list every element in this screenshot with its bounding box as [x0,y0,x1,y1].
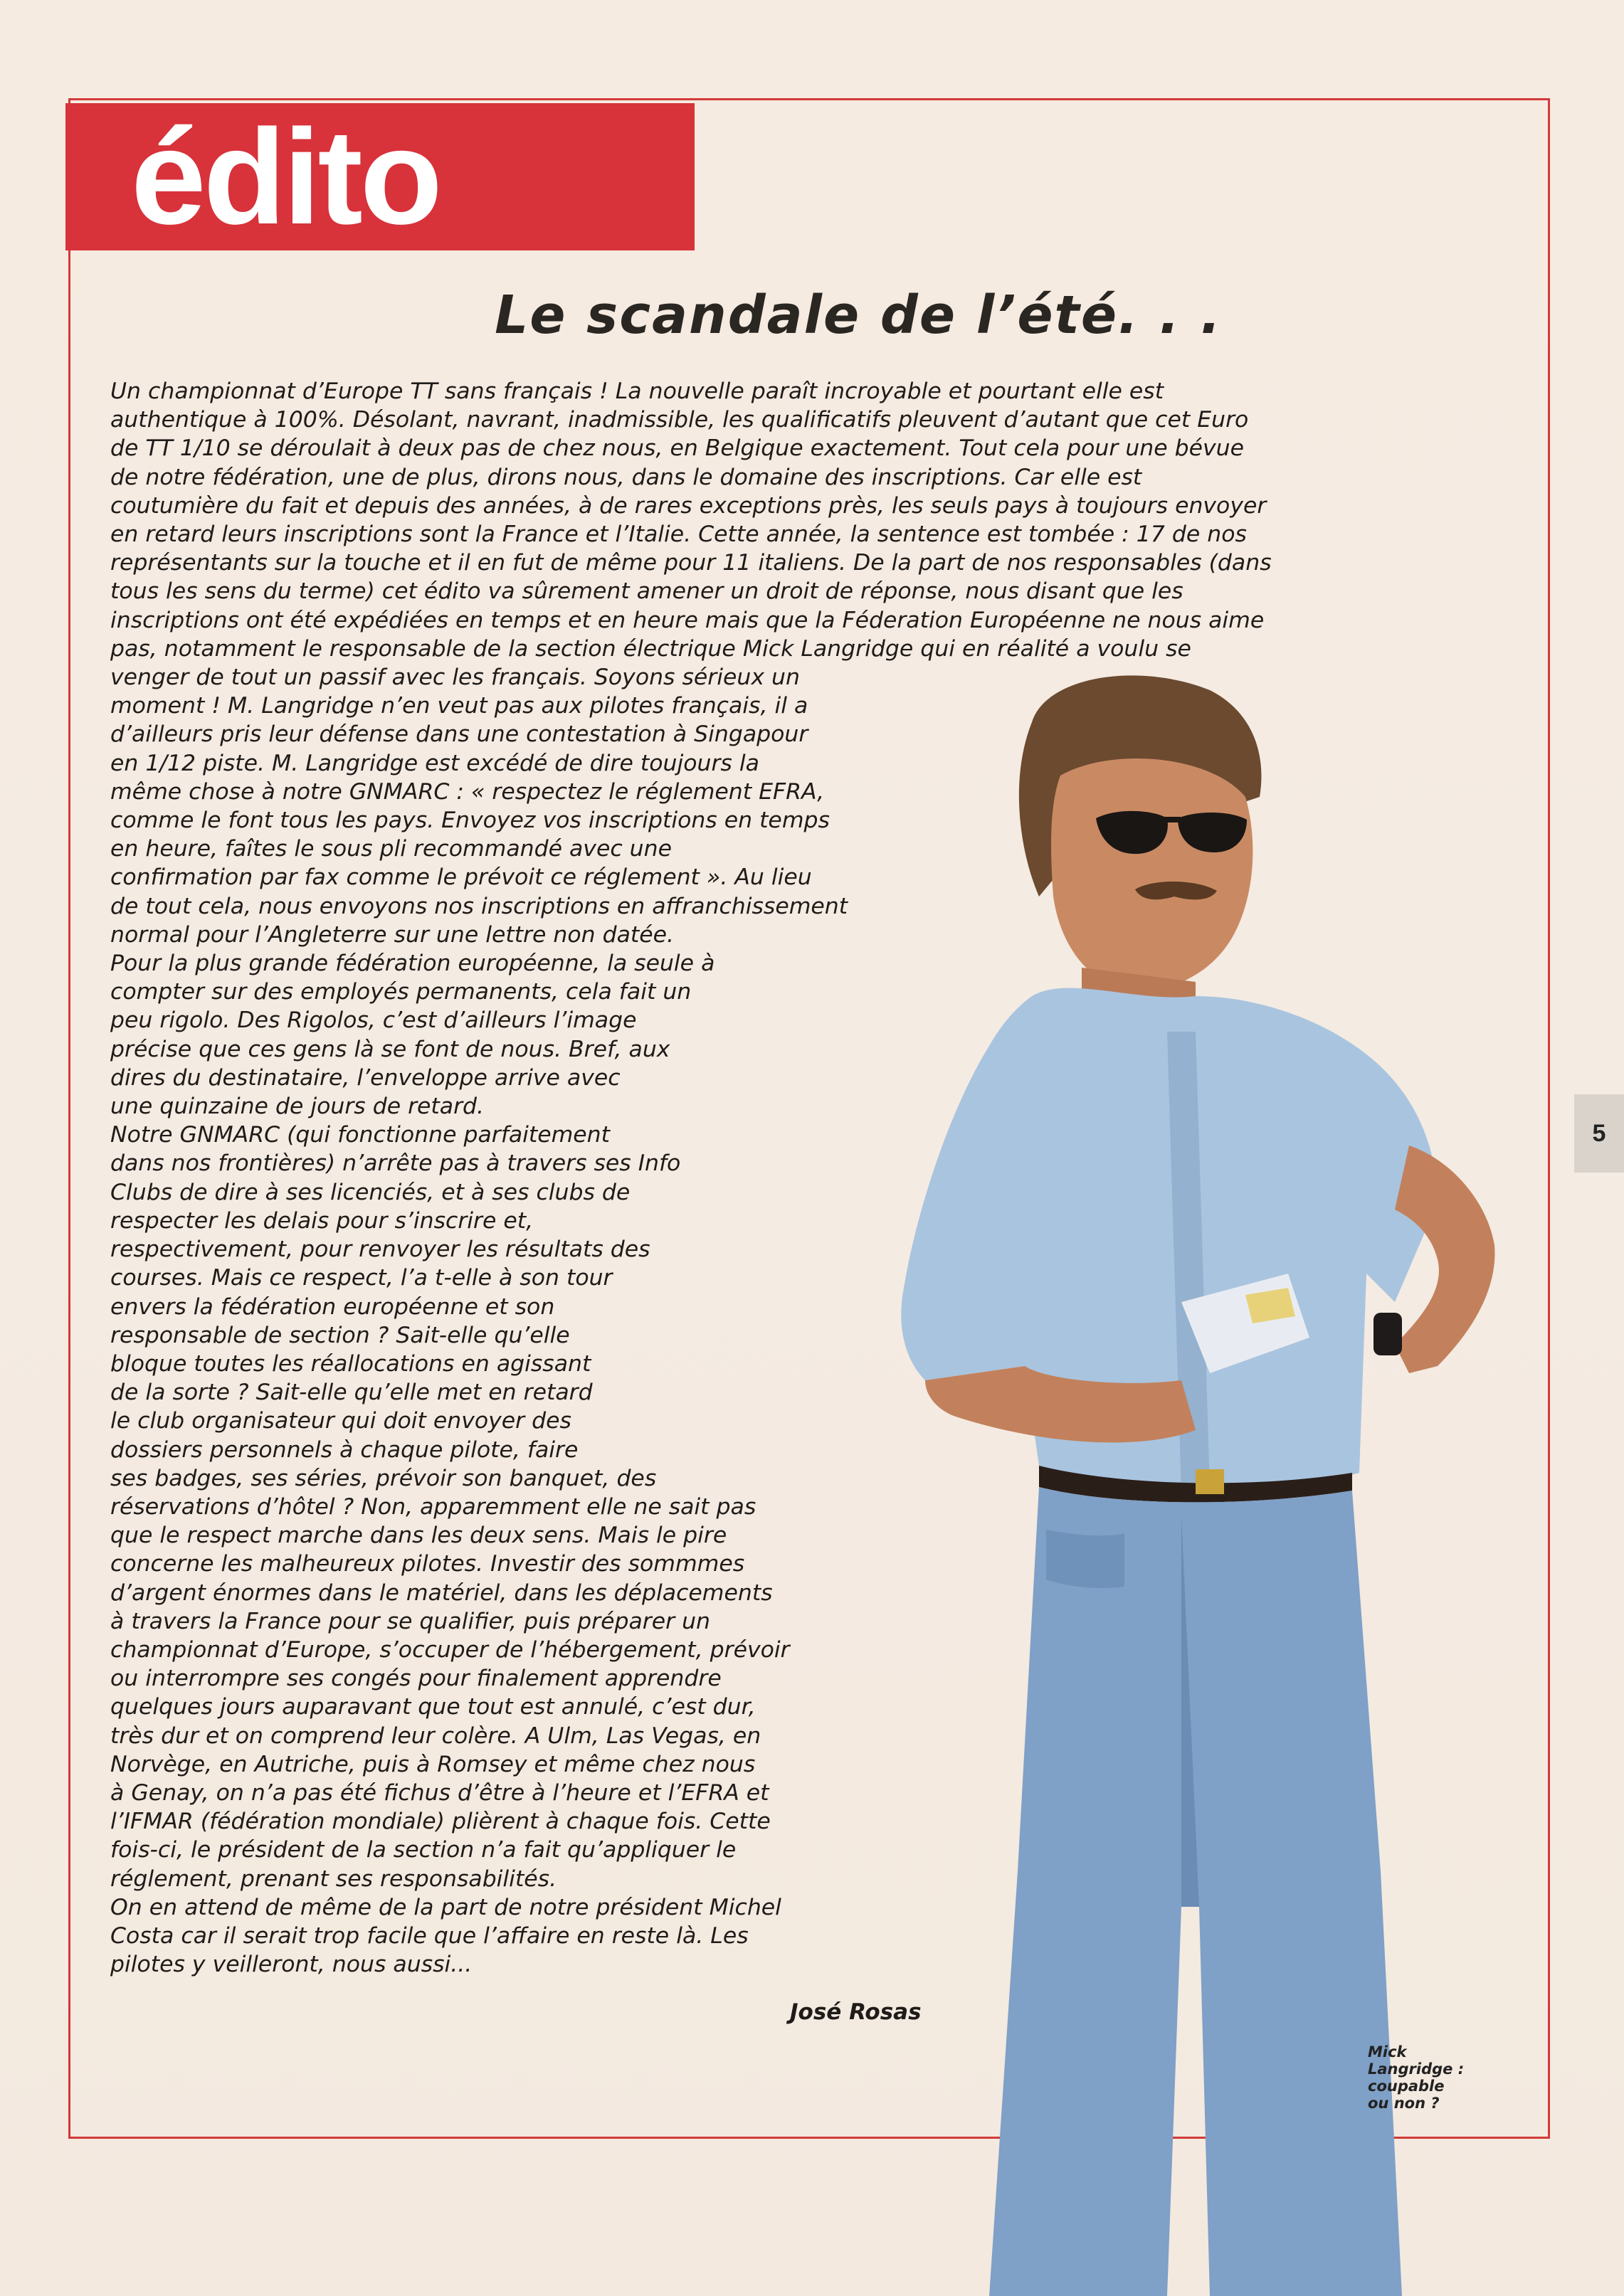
body-line: venger de tout un passif avec les français. Soyons sérieux un [110,665,800,691]
body-line: l’IFMAR (fédération mondiale) plièrent à chaque fois. Cette [110,1809,771,1835]
body-line: Clubs de dire à ses licenciés, et à ses clubs de [110,1179,631,1205]
article-headline: Le scandale de l’été. . . [495,285,1222,346]
body-line: comme le font tous les pays. Envoyez vos inscriptions en temps [110,808,830,834]
body-line: concerne les malheureux pilotes. Investir des sommmes [110,1551,745,1577]
page-number-tab: 5 [1574,1094,1624,1173]
body-line: d’ailleurs pris leur défense dans une contestation à Singapour [110,721,808,748]
body-line: inscriptions ont été expédiées en temps et en heure mais que la Féderation Européenne ne nous aime [110,607,1265,633]
body-line: dans nos frontières) n’arrête pas à travers ses Info [110,1150,681,1177]
body-line: courses. Mais ce respect, l’a t-elle à son tour [110,1265,613,1291]
body-line: dires du destinataire, l’enveloppe arrive avec [110,1064,621,1091]
body-line: de TT 1/10 se déroulait à deux pas de chez nous, en Belgique exactement. Tout cela pour une bévue [110,435,1245,462]
body-line: Costa car il serait trop facile que l’affaire en reste là. Les [110,1922,749,1949]
body-line: quelques jours auparavant que tout est annulé, c’est dur, [110,1694,756,1720]
body-line: tous les sens du terme) cet édito va sûrement amener un droit de réponse, nous disant que les [110,578,1183,605]
body-line: Un championnat d’Europe TT sans français ! La nouvelle paraît incroyable et pourtant elle est [110,379,1164,404]
body-line: de notre fédération, une de plus, dirons nous, dans le domaine des inscriptions. Car elle est [110,464,1142,490]
body-line: que le respect marche dans les deux sens. Mais le pire [110,1523,727,1549]
caption-line: Mick [1368,2043,1407,2060]
body-line: On en attend de même de la part de notre président Michel [110,1894,781,1920]
caption-line: Langridge : [1368,2060,1465,2078]
body-line: responsable de section ? Sait-elle qu’elle [110,1322,570,1348]
body-line: très dur et on comprend leur colère. A Ulm, Las Vegas, en [110,1723,761,1749]
body-line: peu rigolo. Des Rigolos, c’est d’ailleurs l’image [110,1007,637,1034]
body-line: pas, notamment le responsable de la section électrique Mick Langridge qui en réalité a voulu se [110,635,1191,662]
body-line: précise que ces gens là se font de nous. Bref, aux [110,1036,670,1062]
body-line: d’argent énormes dans le matériel, dans les déplacements [110,1580,773,1606]
body-line: coutumière du fait et depuis des années, à de rares exceptions près, les seuls pays à toujours envoyer [110,492,1267,519]
body-line: authentique à 100%. Désolant, navrant, inadmissible, les qualificatifs pleuvent d’autant que cet Euro [110,407,1249,433]
body-line: ou interrompre ses congés pour finalement apprendre [110,1666,722,1692]
body-line: Pour la plus grande fédération européenne, la seule à [110,951,715,977]
body-line: moment ! M. Langridge n’en veut pas aux pilotes français, il a [110,693,808,719]
body-line: réservations d’hôtel ? Non, apparemment elle ne sait pas [110,1493,756,1520]
body-line: de tout cela, nous envoyons nos inscriptions en affranchissement [110,893,848,919]
body-line: même chose à notre GNMARC : « respectez le réglement EFRA, [110,778,825,805]
body-line: en heure, faîtes le sous pli recommandé avec une [110,836,672,862]
body-line: confirmation par fax comme le prévoit ce réglement ». Au lieu [110,864,812,891]
body-line: dossiers personnels à chaque pilote, faire [110,1437,579,1463]
body-line: compter sur des employés permanents, cela fait un [110,979,692,1005]
body-line: pilotes y veilleront, nous aussi... [110,1952,473,1978]
body-line: de la sorte ? Sait-elle qu’elle met en retard [110,1380,593,1406]
author-signature: José Rosas [790,1999,922,2025]
body-line: le club organisateur qui doit envoyer des [110,1408,571,1434]
body-line: fois-ci, le président de la section n’a fait qu’appliquer le [110,1837,737,1863]
body-line: bloque toutes les réallocations en agissant [110,1350,591,1377]
body-line: une quinzaine de jours de retard. [110,1094,485,1120]
body-line: en retard leurs inscriptions sont la France et l’Italie. Cette année, la sentence est tombée : 17 de nos [110,522,1247,548]
body-line: normal pour l’Angleterre sur une lettre non datée. [110,921,675,948]
body-line: en 1/12 piste. M. Langridge est excédé de dire toujours la [110,750,759,776]
body-line: à Genay, on n’a pas été fichus d’être à l’heure et l’EFRA et [110,1779,769,1806]
body-line: représentants sur la touche et il en fut de même pour 11 italiens. De la part de nos responsables (dans [110,550,1272,576]
body-line: ses badges, ses séries, prévoir son banquet, des [110,1465,657,1491]
article-body [110,377,1505,1979]
body-line: championnat d’Europe, s’occuper de l’hébergement, prévoir [110,1636,790,1663]
body-line: Notre GNMARC (qui fonctionne parfaitement [110,1122,610,1148]
caption-line: coupable [1368,2078,1445,2095]
section-title: édito [131,101,440,253]
body-line: réglement, prenant ses responsabilités. [110,1866,557,1892]
photo-caption [1368,2043,1510,2112]
body-line: respecter les delais pour s’inscrire et, [110,1207,534,1234]
body-line: à travers la France pour se qualifier, puis préparer un [110,1608,710,1634]
body-line: respectivement, pour renvoyer les résultats des [110,1237,650,1263]
caption-line: ou non ? [1368,2095,1440,2112]
body-line: Norvège, en Autriche, puis à Romsey et même chez nous [110,1751,756,1777]
body-line: envers la fédération européenne et son [110,1294,555,1320]
